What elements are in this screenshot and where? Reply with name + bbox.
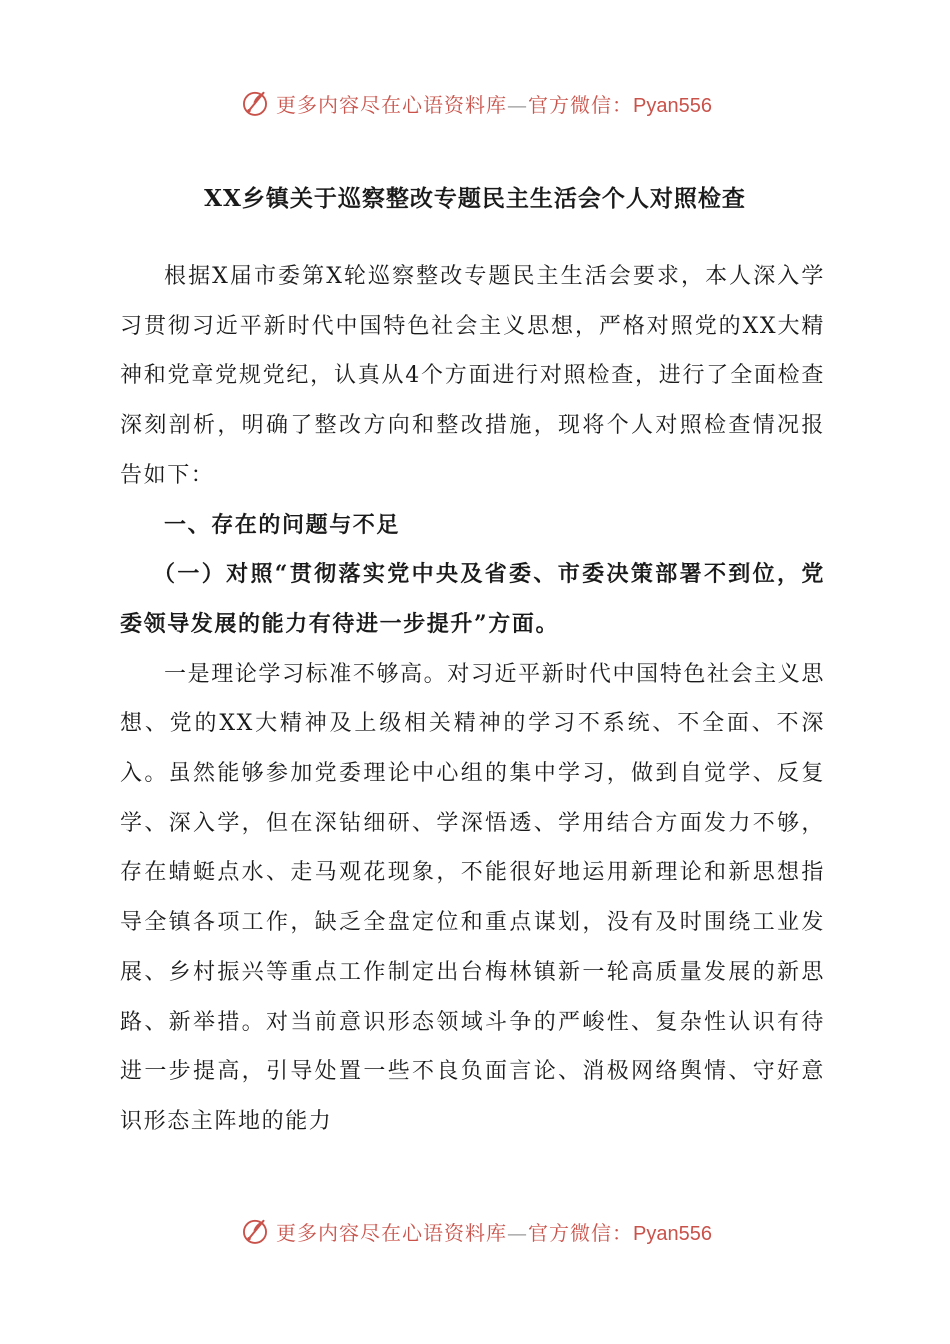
quill-seal-logo-icon [238,86,272,120]
footer-watermark-banner [0,1211,950,1251]
banner-wechat-label: 官方微信： [528,1220,634,1245]
section-heading: 一、存在的问题与不足 [164,511,401,538]
banner-wechat-id: Pyan556 [633,94,712,117]
quill-seal-logo-icon [238,1214,272,1248]
document-body [120,252,825,1147]
banner-text [276,89,712,118]
banner-separator: — [507,1220,529,1245]
body-paragraph: 一是理论学习标准不够高。对习近平新时代中国特色社会主义思想、党的XX大精神及上级相关精神的学习不系统、不全面、不深入。虽然能够参加党委理论中心组的集中学习，做到自觉学、反复学、深入学，但在深钻细研、学深悟透、学用结合方面发力不够，存在蜻蜓点水、走马观花现象，不能很好地运用新理论和新思想指导全镇各项工作，缺乏全盘定位和重点谋划，没有及时围绕工业发展、乡村振兴等重点工作制定出台梅林镇新一轮高质量发展的新思路、新举措。对当前意识形态领域斗争的严峻性、复杂性认识有待进一步提高，引导处置一些不良负面言论、消极网络舆情、守好意识形态主阵地的能力 [120,661,825,1134]
banner-slogan: 更多内容尽在心语资料库 [276,1220,508,1245]
banner-text [276,1217,712,1246]
banner-wechat-id: Pyan556 [633,1222,712,1245]
banner-slogan: 更多内容尽在心语资料库 [276,92,508,117]
intro-paragraph: 根据X届市委第X轮巡察整改专题民主生活会要求，本人深入学习贯彻习近平新时代中国特色社会主义思想，严格对照党的XX大精神和党章党规党纪，认真从4个方面进行对照检查，进行了全面检查深刻剖析，明确了整改方向和整改措施，现将个人对照检查情况报告如下： [120,264,825,488]
banner-separator: — [507,92,529,117]
subsection-heading: （一）对照“贯彻落实党中央及省委、市委决策部署不到位，党委领导发展的能力有待进一步提升”方面。 [120,561,825,637]
banner-wechat-label: 官方微信： [528,92,634,117]
header-watermark-banner [0,83,950,123]
document-title: XX乡镇关于巡察整改专题民主生活会个人对照检查 [204,185,746,212]
